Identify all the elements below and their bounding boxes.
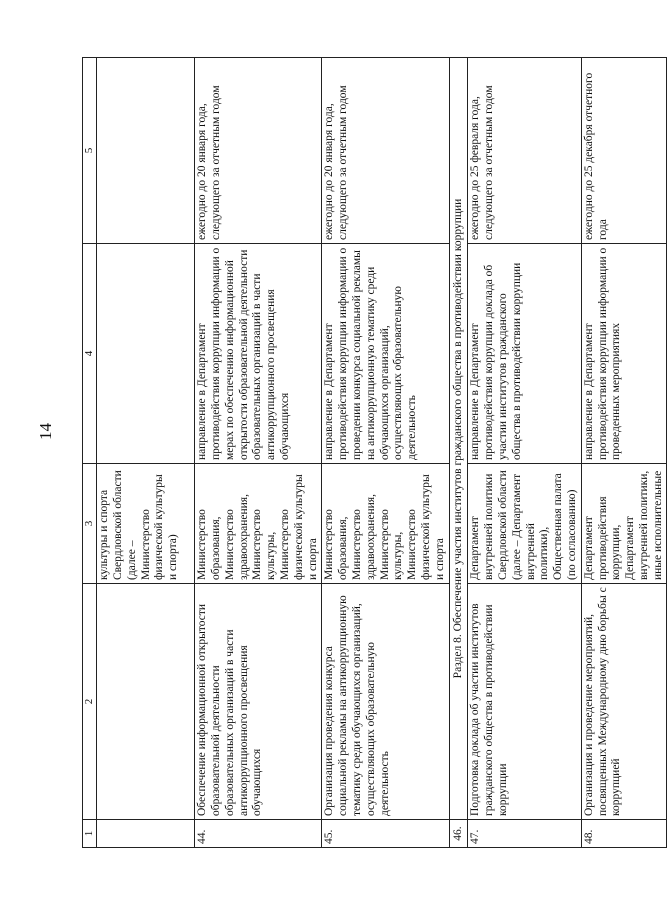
task-cell: Организация проведения конкурса социальной рекламы на антикоррупционную тематику среди обучающихся организаций, осуществляющих образовательную деятельность bbox=[322, 584, 449, 820]
header-cell: 2 bbox=[83, 584, 97, 820]
task-cell bbox=[97, 584, 195, 820]
table-row bbox=[468, 58, 581, 848]
deadline-cell: ежегодно до 25 декабря отчетного года bbox=[581, 58, 667, 244]
responsible-cell: Министерство образования, Министерство здравоохранения, Министерство культуры, Министерство физической культуры и спорта bbox=[195, 464, 322, 584]
responsible-cell: Департамент внутренней политики Свердловской области (далее – Департамент внутренней политики), Общественная палата (по согласованию) bbox=[468, 464, 581, 584]
row-number: 47. bbox=[468, 820, 581, 848]
deadline-cell: ежегодно до 25 февраля года, следующего за отчетным годом bbox=[468, 58, 581, 244]
header-cell: 3 bbox=[83, 464, 97, 584]
header-cell: 5 bbox=[83, 58, 97, 244]
table-row bbox=[322, 58, 449, 848]
deadline-cell bbox=[97, 58, 195, 244]
responsible-cell: культуры и спорта Свердловской области (далее – Министерство физической культуры и спорта) bbox=[97, 464, 195, 584]
result-cell: направление в Департамент противодействия коррупции доклада об участии институтов гражданского общества в противодействии коррупции bbox=[468, 244, 581, 464]
row-number bbox=[97, 820, 195, 848]
section-row bbox=[449, 58, 468, 848]
row-number: 48. bbox=[581, 820, 667, 848]
section-title: Раздел 8. Обеспечение участия институтов гражданского общества в противодействии коррупции bbox=[449, 58, 468, 820]
table-row bbox=[97, 58, 195, 848]
row-number: 46. bbox=[449, 820, 468, 848]
responsible-cell: Департамент противодействия коррупции, Департамент внутренней политики, иные исполнительные bbox=[581, 464, 667, 584]
task-cell: Организация и проведение мероприятий, посвященных Международному дню борьбы с коррупцией bbox=[581, 584, 667, 820]
header-row bbox=[83, 58, 97, 848]
responsible-cell: Министерство образования, Министерство здравоохранения, Министерство культуры, Министерство физической культуры и спорта bbox=[322, 464, 449, 584]
plan-table bbox=[82, 57, 667, 848]
deadline-cell: ежегодно до 20 января года, следующего за отчетным годом bbox=[195, 58, 322, 244]
table-row bbox=[195, 58, 322, 848]
task-cell: Обеспечение информационной открытости образовательной деятельности образовательных организаций в части антикоррупционного просвещения обучающихся bbox=[195, 584, 322, 820]
result-cell bbox=[97, 244, 195, 464]
deadline-cell: ежегодно до 20 января года, следующего за отчетным годом bbox=[322, 58, 449, 244]
table-row bbox=[581, 58, 667, 848]
header-cell: 4 bbox=[83, 244, 97, 464]
result-cell: направление в Департамент противодействия коррупции информации о проведении конкурса социальной рекламы на антикоррупционную тематику среди обучающихся организаций, осуществляющих образовательную деятельность bbox=[322, 244, 449, 464]
row-number: 45. bbox=[322, 820, 449, 848]
task-cell: Подготовка доклада об участии институтов гражданского общества в противодействии коррупции bbox=[468, 584, 581, 820]
header-cell: 1 bbox=[83, 820, 97, 848]
result-cell: направление в Департамент противодействия коррупции информации о проведенных мероприятиях bbox=[581, 244, 667, 464]
plan-table-container bbox=[82, 58, 664, 848]
result-cell: направление в Департамент противодействия коррупции информации о мерах по обеспечению информационной открытости образовательной деятельности образовательных организаций в части антикоррупционного просвещения обучающихся bbox=[195, 244, 322, 464]
row-number: 44. bbox=[195, 820, 322, 848]
page-number: 14 bbox=[36, 423, 55, 440]
